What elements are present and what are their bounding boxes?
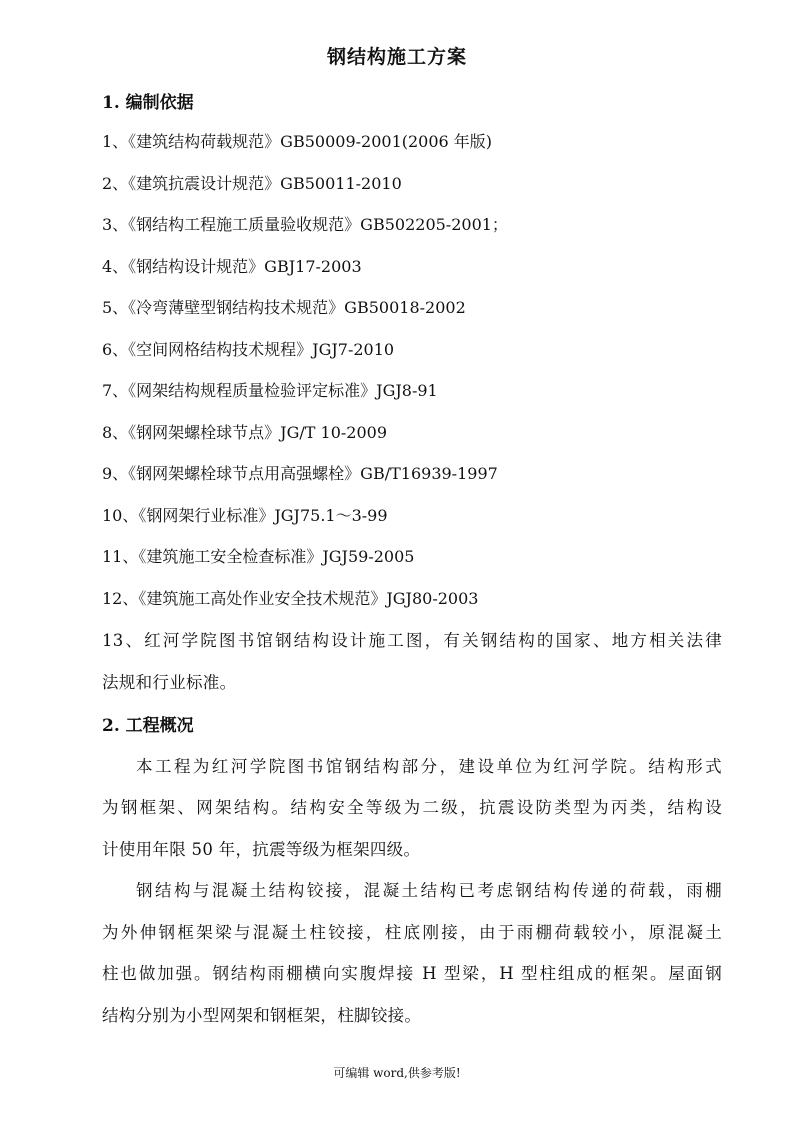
list-item: 1、《建筑结构荷载规范》GB50009-2001(2006 年版) <box>102 132 493 151</box>
paragraph-line: 为钢框架、网架结构。结构安全等级为二级，抗震设防类型为丙类，结构设 <box>102 798 722 817</box>
list-item: 7、《网架结构规程质量检验评定标准》JGJ8-91 <box>102 381 438 400</box>
paragraph-line: 柱也做加强。钢结构雨棚横向实腹焊接 H 型梁，H 型柱组成的框架。屋面钢 <box>102 964 723 983</box>
list-item: 2、《建筑抗震设计规范》GB50011-2010 <box>102 174 402 193</box>
list-item: 9、《钢网架螺栓球节点用高强螺栓》GB/T16939-1997 <box>102 464 498 483</box>
list-item: 3、《钢结构工程施工质量验收规范》GB502205-2001； <box>102 215 508 234</box>
list-item: 12、《建筑施工高处作业安全技术规范》JGJ80-2003 <box>102 589 479 608</box>
paragraph-line: 结构分别为小型网架和钢框架，柱脚铰接。 <box>102 1006 422 1025</box>
section-heading-overview: 2. 工程概况 <box>102 716 194 736</box>
list-item: 6、《空间网格结构技术规程》JGJ7-2010 <box>102 340 395 359</box>
list-item-13-line: 法规和行业标准。 <box>102 673 237 692</box>
section-heading-basis: 1. 编制依据 <box>102 93 194 113</box>
paragraph-line: 本工程为红河学院图书馆钢结构部分，建设单位为红河学院。结构形式 <box>136 757 722 776</box>
list-item-13-line: 13、红河学院图书馆钢结构设计施工图，有关钢结构的国家、地方相关法律 <box>102 631 722 650</box>
page-title: 钢结构施工方案 <box>326 46 467 68</box>
list-item: 11、《建筑施工安全检查标准》JGJ59-2005 <box>102 547 415 566</box>
list-item: 4、《钢结构设计规范》GBJ17-2003 <box>102 257 362 276</box>
paragraph-line: 为外伸钢框架梁与混凝土柱铰接，柱底刚接，由于雨棚荷载较小，原混凝土 <box>102 923 722 942</box>
list-item: 10、《钢网架行业标准》JGJ75.1～3-99 <box>102 506 388 525</box>
paragraph-line: 计使用年限 50 年，抗震等级为框架四级。 <box>102 840 421 859</box>
page-footer: 可编辑 word,供参考版! <box>333 1066 461 1080</box>
paragraph-line: 钢结构与混凝土结构铰接，混凝土结构已考虑钢结构传递的荷载，雨棚 <box>136 881 722 900</box>
list-item: 8、《钢网架螺栓球节点》JG/T 10-2009 <box>102 423 388 442</box>
list-item: 5、《冷弯薄壁型钢结构技术规范》GB50018-2002 <box>102 298 466 317</box>
